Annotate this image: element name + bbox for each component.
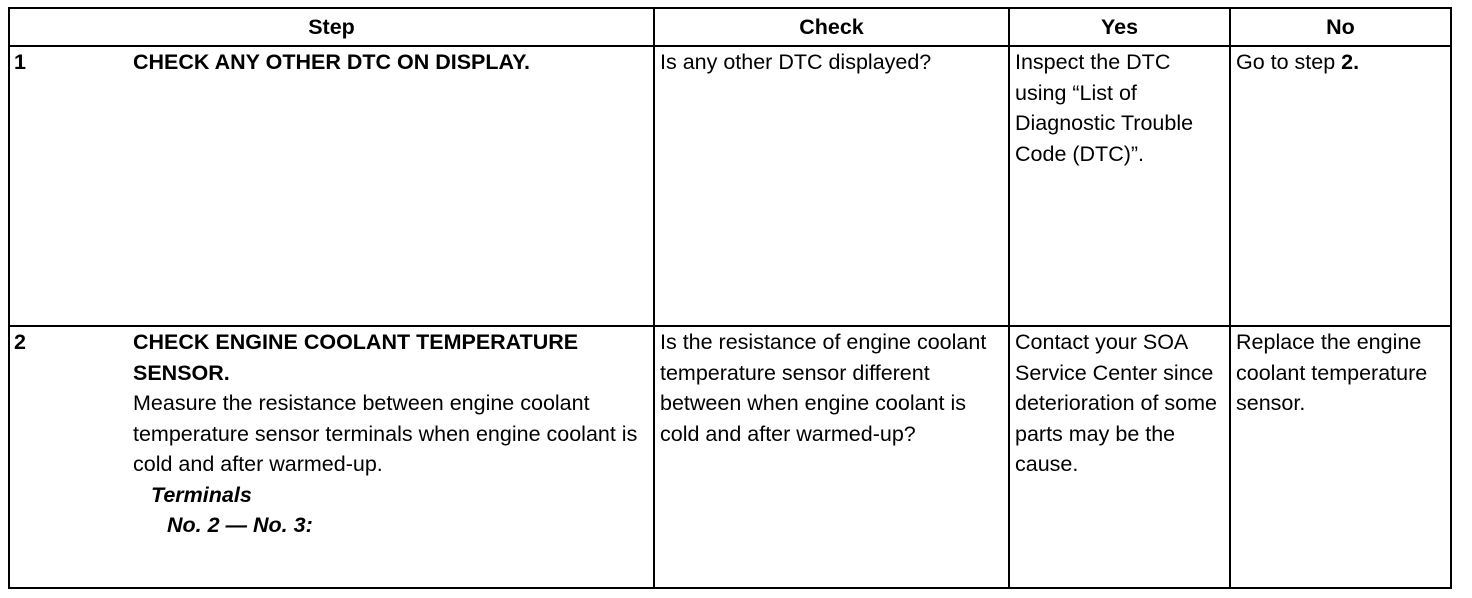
step-body: [133, 327, 653, 541]
no-cell: [1230, 46, 1451, 326]
step-number: 2: [14, 330, 26, 355]
step-description: Measure the resistance between engine coolant temperature sensor terminals when engine coolant is cold and after warmed-up.: [133, 391, 638, 477]
table-row: [9, 326, 1451, 588]
header-row: [9, 8, 1451, 46]
step-title: CHECK ENGINE COOLANT TEMPERATURE SENSOR.: [133, 330, 579, 385]
step-cell: [9, 326, 654, 588]
step-title: CHECK ANY OTHER DTC ON DISPLAY.: [133, 50, 531, 74]
no-text: Go to step: [1236, 50, 1342, 74]
yes-cell: Contact your SOA Service Center since deterioration of some parts may be the cause.: [1009, 326, 1230, 588]
header-no: No: [1230, 8, 1451, 46]
spec-label: Terminals: [151, 482, 252, 507]
step-cell: [9, 46, 654, 326]
table-row: [9, 46, 1451, 326]
no-step-ref: 2.: [1341, 50, 1360, 74]
header-yes: Yes: [1009, 8, 1230, 46]
spec-value: No. 2 — No. 3:: [167, 513, 313, 538]
step-body: [133, 47, 653, 78]
diagnostic-table: [8, 7, 1452, 589]
check-cell: Is any other DTC displayed?: [654, 46, 1009, 326]
check-cell: Is the resistance of engine coolant temperature sensor different between when engine coolant is cold and after warmed-up?: [654, 326, 1009, 588]
header-step: Step: [9, 8, 654, 46]
step-number: 1: [14, 50, 26, 74]
header-check: Check: [654, 8, 1009, 46]
no-cell: Replace the engine coolant temperature sensor.: [1230, 326, 1451, 588]
yes-cell: Inspect the DTC using “List of Diagnostic Trouble Code (DTC)”.: [1009, 46, 1230, 326]
